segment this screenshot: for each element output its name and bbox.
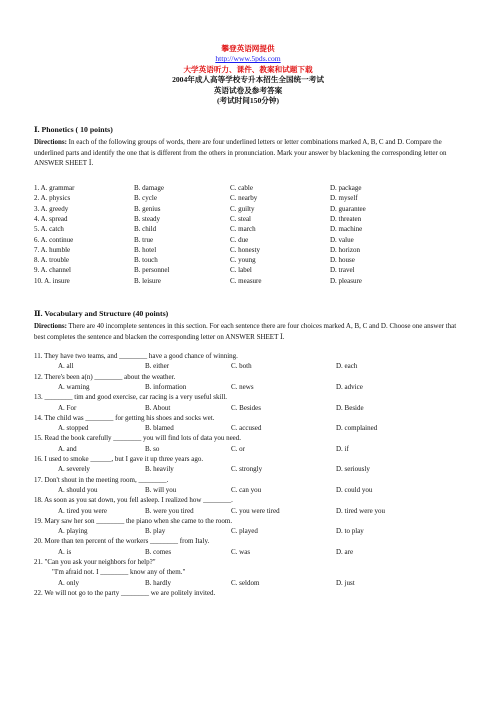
answer-option: D. seriously xyxy=(336,465,370,474)
question-stem: 21. "Can you ask your neighbors for help?" xyxy=(34,558,156,566)
phonetics-option: D. machine xyxy=(330,225,363,234)
phonetics-item xyxy=(34,214,474,224)
phonetics-option: B. genius xyxy=(134,204,161,213)
answer-option: D. each xyxy=(336,362,358,371)
phonetics-option: C. due xyxy=(230,235,249,244)
section-2-directions xyxy=(34,321,466,342)
phonetics-option: D. travel xyxy=(330,266,355,275)
answer-option: B. blamed xyxy=(145,424,174,433)
phonetics-option: B. cycle xyxy=(134,194,157,203)
phonetics-option: 7. A. humble xyxy=(34,245,71,254)
document-header xyxy=(0,44,496,106)
answer-option: C. can you xyxy=(231,485,262,494)
phonetics-item xyxy=(34,265,474,275)
directions-text: In each of the following groups of words, there are four underlined letters or letter combinations marked A, B, C and D. Compare the underlined parts and identify the one that is different from the others in pronunciation. Mark your answer by blackening the corresponding letter on ANSWER SHEET Ⅰ. xyxy=(34,138,447,168)
answer-option: C. strongly xyxy=(231,465,263,474)
question-stem: 14. The child was ________ for getting his shoes and socks wet. xyxy=(34,413,215,422)
paper-title: 英语试卷及参考答案 xyxy=(213,85,283,95)
answer-option: B. heavily xyxy=(145,465,174,474)
phonetics-option: D. horizon xyxy=(330,245,360,254)
answer-option: A. should you xyxy=(58,485,98,494)
question-stem: 16. I used to smoke ______, but I gave it up three years ago. xyxy=(34,455,204,463)
answer-option: D. tired were you xyxy=(336,506,385,515)
phonetics-option: C. label xyxy=(230,266,252,275)
phonetics-option: 3. A. greedy xyxy=(34,204,69,213)
phonetics-option: D. package xyxy=(330,184,362,192)
question-stem: 19. Mary saw her son ________ the piano when she came to the room. xyxy=(34,516,233,525)
answer-option: B. will you xyxy=(145,485,177,494)
section-1-title: Ⅰ. Phonetics ( 10 points) xyxy=(34,125,113,134)
answer-option: D. if xyxy=(336,444,349,453)
answer-option: A. warning xyxy=(58,382,90,391)
phonetics-option: 1. A. grammar xyxy=(34,184,75,192)
phonetics-item xyxy=(34,224,474,234)
answer-option: B. information xyxy=(145,382,187,391)
phonetics-option: C. cable xyxy=(230,184,253,192)
site-name: 攀登英语网提供 xyxy=(221,44,275,53)
answer-option: A. playing xyxy=(58,527,88,536)
phonetics-item xyxy=(34,255,474,265)
phonetics-option: 4. A. spread xyxy=(34,214,68,223)
answer-option: A. severely xyxy=(58,465,90,474)
phonetics-option: 6. A. continue xyxy=(34,235,74,244)
answer-option: C. was xyxy=(231,547,251,556)
answer-option: B. hardly xyxy=(145,578,172,587)
answer-option: A. For xyxy=(58,403,77,412)
answer-option: B. comes xyxy=(145,547,172,556)
answer-option: A. stopped xyxy=(58,424,89,433)
question-stem: 12. There's been a(n) ________ about the weather. xyxy=(34,372,176,381)
answer-option: C. both xyxy=(231,362,252,371)
phonetics-item xyxy=(34,245,474,255)
directions-label: Directions: xyxy=(34,138,67,146)
answer-option: D. could you xyxy=(336,485,373,494)
answer-option: B. play xyxy=(145,527,166,536)
question-stem: 15. Read the book carefully ________ you will find lots of data you need. xyxy=(34,434,242,443)
site-tagline: 大学英语听力、课件、教案和试题下载 xyxy=(183,64,313,74)
answer-option: A. only xyxy=(58,578,79,587)
answer-option: A. and xyxy=(58,444,77,453)
answer-option: C. played xyxy=(231,527,258,536)
answer-option: D. just xyxy=(336,578,355,587)
phonetics-option: 5. A. catch xyxy=(34,225,64,234)
section-2-title: Ⅱ. Vocabulary and Structure (40 points) xyxy=(34,309,169,318)
question-stem: 13. ________ tim and good exercise, car racing is a very useful skill. xyxy=(34,393,228,402)
phonetics-item xyxy=(34,204,474,214)
phonetics-option: B. child xyxy=(134,225,157,234)
phonetics-option: D. threaten xyxy=(330,214,362,223)
phonetics-option: C. steal xyxy=(230,214,251,223)
phonetics-option: C. honesty xyxy=(230,245,260,254)
phonetics-option: D. guarantee xyxy=(330,204,366,213)
answer-option: C. you were tired xyxy=(231,506,280,515)
answer-option: D. complained xyxy=(336,424,378,433)
answer-option: A. all xyxy=(58,362,74,371)
directions-label: Directions: xyxy=(34,322,67,330)
phonetics-option: 9. A. channel xyxy=(34,266,71,275)
phonetics-item xyxy=(34,193,474,203)
phonetics-item xyxy=(34,235,474,245)
answer-option: D. are xyxy=(336,547,354,556)
phonetics-option: C. guilty xyxy=(230,204,255,213)
answer-option: C. news xyxy=(231,382,254,391)
exam-title: 2004年成人高等学校专升本招生全国统一考试 xyxy=(172,75,324,85)
phonetics-option: C. march xyxy=(230,225,256,234)
phonetics-option: C. young xyxy=(230,256,256,265)
directions-text: There are 40 incomplete sentences in this section. For each sentence there are four choices marked A, B, C and D. Choose one answer that best completes the sentence and blacken the corresponding letter on ANSWER SHEET Ⅰ. xyxy=(34,322,457,341)
phonetics-option: B. damage xyxy=(134,184,164,192)
answer-option: B. About xyxy=(145,403,171,412)
phonetics-option: 8. A. trouble xyxy=(34,256,69,265)
phonetics-option: B. steady xyxy=(134,214,161,223)
phonetics-option: D. house xyxy=(330,256,355,265)
phonetics-option: D. pleasure xyxy=(330,276,362,285)
question-stem: 11. They have two teams, and ________ have a good chance of winning. xyxy=(34,352,238,360)
phonetics-option: D. myself xyxy=(330,194,358,203)
answer-option: D. to play xyxy=(336,527,364,536)
section-1-directions xyxy=(34,137,466,169)
phonetics-option: B. true xyxy=(134,235,154,244)
phonetics-option: B. leisure xyxy=(134,276,161,285)
answer-option: D. advice xyxy=(336,382,363,391)
phonetics-option: 10. A. insure xyxy=(34,276,70,285)
phonetics-option: B. hotel xyxy=(134,245,157,254)
answer-option: C. Besides xyxy=(231,403,261,412)
phonetics-option: C. measure xyxy=(230,276,262,285)
question-stem: 18. As soon as you sat down, you fell asleep. I realized how ________. xyxy=(34,496,233,505)
phonetics-option: B. touch xyxy=(134,256,158,265)
question-stem: 20. More than ten percent of the workers ________ from Italy. xyxy=(34,537,210,546)
answer-option: B. were you tired xyxy=(145,506,194,515)
answer-option: D. Beside xyxy=(336,403,364,412)
site-link[interactable]: http://www.5pds.com xyxy=(215,54,281,64)
answer-option: C. seldom xyxy=(231,578,260,587)
phonetics-option: B. personnel xyxy=(134,266,170,275)
phonetics-option: 2. A. physics xyxy=(34,194,71,203)
phonetics-option: D. value xyxy=(330,235,354,244)
answer-option: A. tired you were xyxy=(58,506,107,515)
answer-option: C. accused xyxy=(231,424,262,433)
answer-option: C. or xyxy=(231,444,245,453)
phonetics-item xyxy=(34,183,474,193)
answer-option: A. is xyxy=(58,547,72,556)
phonetics-option: C. nearby xyxy=(230,194,258,203)
question-stem: 17. Don't shout in the meeting room, ________. xyxy=(34,475,169,484)
answer-option: B. either xyxy=(145,362,170,371)
question-stem: 22. We will not go to the party ________ we are politely invited. xyxy=(34,588,216,597)
exam-duration: (考试时间150分钟) xyxy=(216,96,279,106)
phonetics-item xyxy=(34,276,474,286)
question-stem-line2: "I'm afraid not. I ________ know any of them." xyxy=(52,568,186,577)
answer-option: B. so xyxy=(145,444,160,453)
